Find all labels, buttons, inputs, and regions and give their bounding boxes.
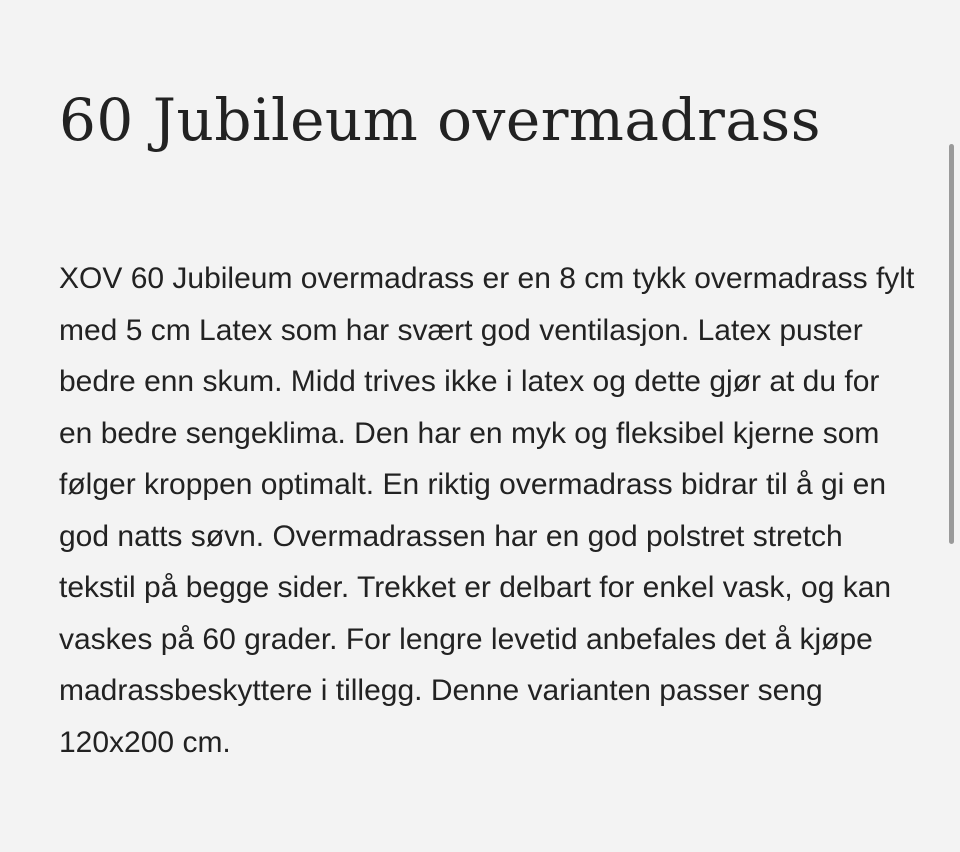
product-description: XOV 60 Jubileum overmadrass er en 8 cm tykk overmadrass fylt med 5 cm Latex som har svært god ventilasjon. Latex puster bedre enn skum. Midd trives ikke i latex og dette gjør at du for en bedre sengeklima. Den har en myk og fleksibel kjerne som følger kroppen optimalt. En riktig overmadrass bidrar til å gi en god natts søvn. Overmadrassen har en god polstret stretch tekstil på begge sider. Trekket er delbart for enkel vask, og kan vaskes på 60 grader. For lengre levetid anbefales det å kjøpe madrassbeskyttere i tillegg. Denne varianten passer seng 120x200 cm.: [59, 262, 915, 759]
scrollbar-thumb[interactable]: [949, 144, 954, 544]
product-title: 60 Jubileum overmadrass: [59, 86, 821, 154]
